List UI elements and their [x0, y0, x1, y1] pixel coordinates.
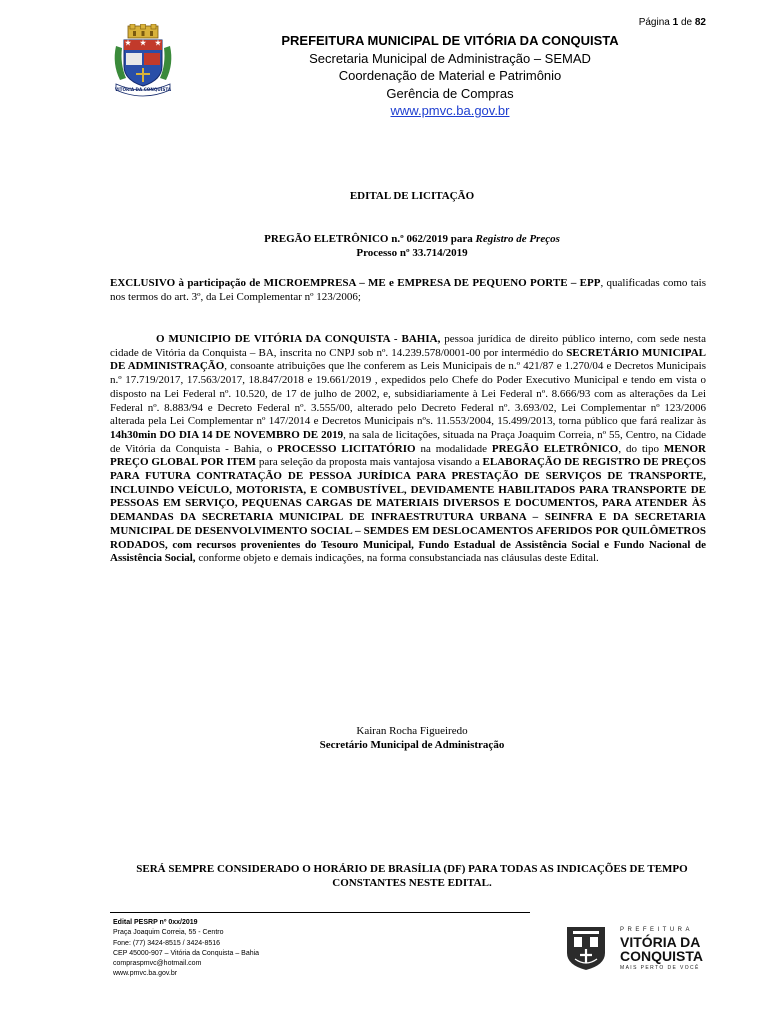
- body-modalidade: PREGÃO ELETRÔNICO: [491, 442, 619, 455]
- page-label: Página: [638, 17, 670, 28]
- page-current: 1: [672, 17, 679, 28]
- coordenacao-line: Coordenação de Material e Patrimônio: [338, 68, 562, 83]
- brand-prefeitura: PREFEITURA: [620, 927, 694, 933]
- signer-role: Secretário Municipal de Administração: [319, 739, 505, 751]
- body-text-3: , na sala de licitações, situada na Praça Joaquim Correia, nº 55, Centro, na Cidade de Vitória da Conquista - Bahia, o: [110, 428, 706, 455]
- body-tipo: MENOR PREÇO GLOBAL POR ITEM: [110, 442, 706, 469]
- brand-name-line1: VITÓRIA DA: [620, 934, 701, 950]
- exclusivo-rest: , qualificadas como tais nos termos do art. 3º, da Lei Complementar nº 123/2006;: [110, 277, 707, 303]
- body-objeto: ELABORAÇÃO DE REGISTRO DE PREÇOS PARA FUTURA CONTRATAÇÃO DE PESSOA JURÍDICA PARA PRESTAÇÃO DE SERVIÇOS DE TRANSPORTE, INCLUINDO VEÍCULO, MOTORISTA, E COMBUSTÍVEL, DEVIDAMENTE HABILITADOS PARA TRANSPORTE DE PESSOAS EM SERVIÇO, PEQUENAS CARGAS DE MATERIAIS DIVERSOS E DOCUMENTOS, PARA ATENDER ÀS DEMANDAS DA SECRETARIA MUNICIPAL DE INFRAESTRUTURA URBANA – SEINFRA E DA SECRETARIA MUNICIPAL DE DESENVOLVIMENTO SOCIAL – SEMDES EM DESLOCAMENTOS AFERIDOS POR QUILÔMETROS RODADOS, com recursos provenientes do Tesouro Municipal, Fundo Estadual de Assistência Social e Fundo Nacional de Assistência Social,: [110, 456, 706, 565]
- footer-phone: Fone: (77) 3424-8515 / 3424-8516: [113, 939, 221, 947]
- prefeitura-heading: PREFEITURA MUNICIPAL DE VITÓRIA DA CONQUISTA: [281, 33, 619, 48]
- pregao-heading: [112, 232, 712, 260]
- page-number: [600, 17, 706, 28]
- body-text-5: , do tipo: [618, 442, 664, 455]
- brasilia-time-notice: SERÁ SEMPRE CONSIDERADO O HORÁRIO DE BRASÍLIA (DF) PARA TODAS AS INDICAÇÕES DE TEMPO CONSTANTES NESTE EDITAL.: [136, 863, 688, 889]
- footer-email: compraspmvc@hotmail.com: [113, 960, 202, 968]
- municipal-crest-logo: [112, 24, 174, 98]
- crest-ribbon-text: VITÓRIA DA CONQUISTA: [114, 87, 172, 92]
- body-processo: PROCESSO LICITATÓRIO: [277, 442, 416, 455]
- processo-number: Processo nº 33.714/2019: [356, 247, 468, 259]
- body-secretario: SECRETÁRIO MUNICIPAL DE ADMINISTRAÇÃO: [110, 346, 706, 373]
- body-municipio: O MUNICIPIO DE VITÓRIA DA CONQUISTA - BAHIA,: [156, 333, 441, 345]
- gerencia-line: Gerência de Compras: [386, 85, 514, 101]
- footer-website: www.pmvc.ba.gov.br: [113, 970, 178, 978]
- page-sep: de: [680, 17, 693, 28]
- document-title: EDITAL DE LICITAÇÃO: [349, 190, 475, 202]
- secretaria-line: Secretaria Municipal de Administração – SEMAD: [309, 50, 591, 66]
- footer-divider: [110, 912, 530, 913]
- brand-tagline: MAIS PERTO DE VOCÊ: [620, 965, 700, 971]
- website-link[interactable]: www.pmvc.ba.gov.br: [390, 103, 510, 118]
- body-text-6: para seleção da proposta mais vantajosa visando a: [256, 456, 483, 469]
- signature-block: [112, 724, 712, 752]
- brand-name-line2: CONQUISTA: [620, 948, 703, 964]
- footer-cep: CEP 45000-907 – Vitória da Conquista – Bahia: [113, 949, 260, 957]
- letterhead: [260, 32, 640, 120]
- main-paragraph: [110, 333, 706, 566]
- body-text-1: pessoa jurídica de direito público interno, com sede nesta cidade de Vitória da Conquista – BA, inscrita no CNPJ sob nº. 14.239.578/0001-00 por intermédio do: [110, 333, 706, 359]
- prefeitura-brand-logo: [562, 921, 712, 975]
- footer-street: Praça Joaquim Correia, 55 - Centro: [113, 929, 224, 937]
- footer-address: [113, 918, 413, 980]
- pregao-type: Registro de Preços: [475, 233, 560, 245]
- brand-name: [620, 935, 703, 963]
- body-date: 14h30min DO DIA 14 DE NOVEMBRO DE 2019: [110, 428, 344, 441]
- footer-edital: Edital PESRP nº 0xx/2019: [113, 919, 198, 926]
- signer-name: Kairan Rocha Figueiredo: [356, 725, 468, 737]
- pregao-number: PREGÃO ELETRÔNICO n.º 062/2019 para: [264, 233, 476, 245]
- brand-shield-icon: [565, 925, 607, 971]
- exclusivo-bold: EXCLUSIVO à participação de MICROEMPRESA – ME e EMPRESA DE PEQUENO PORTE – EPP: [110, 277, 601, 289]
- body-text-7: conforme objeto e demais indicações, na forma consubstanciada nas cláusulas deste Edital.: [195, 552, 599, 565]
- page-total: 82: [694, 17, 706, 28]
- exclusivo-paragraph: [110, 276, 706, 304]
- body-text-4: na modalidade: [415, 442, 492, 455]
- body-text-2: , consoante atribuições que lhe conferem as Leis Municipais de n.º 421/87 e 1.270/04 e Decretos Municipais n.º 17.719/2017, 17.563/2017, 18.847/2018 e 19.661/2019 , expedidos pelo Chefe do Poder Executivo Municipal e tendo em vista o disposto na Lei Federal nº. 10.520, de 17 de julho de 2002, e, subsidiariamente à Lei Federal nº. 8.666/93 com as alterações da Lei Federal nº. 8.883/94 e Decreto Federal nº. 3.555/00, alterado pelo Decreto Federal nº. 3.693/02, Lei Complementar nº 123/2006 alterada pela Lei Complementar nº 147/2014 e Decretos Municipais nºs. 11.553/2004, 15.499/2013, torna público que fará realizar às: [110, 360, 706, 428]
